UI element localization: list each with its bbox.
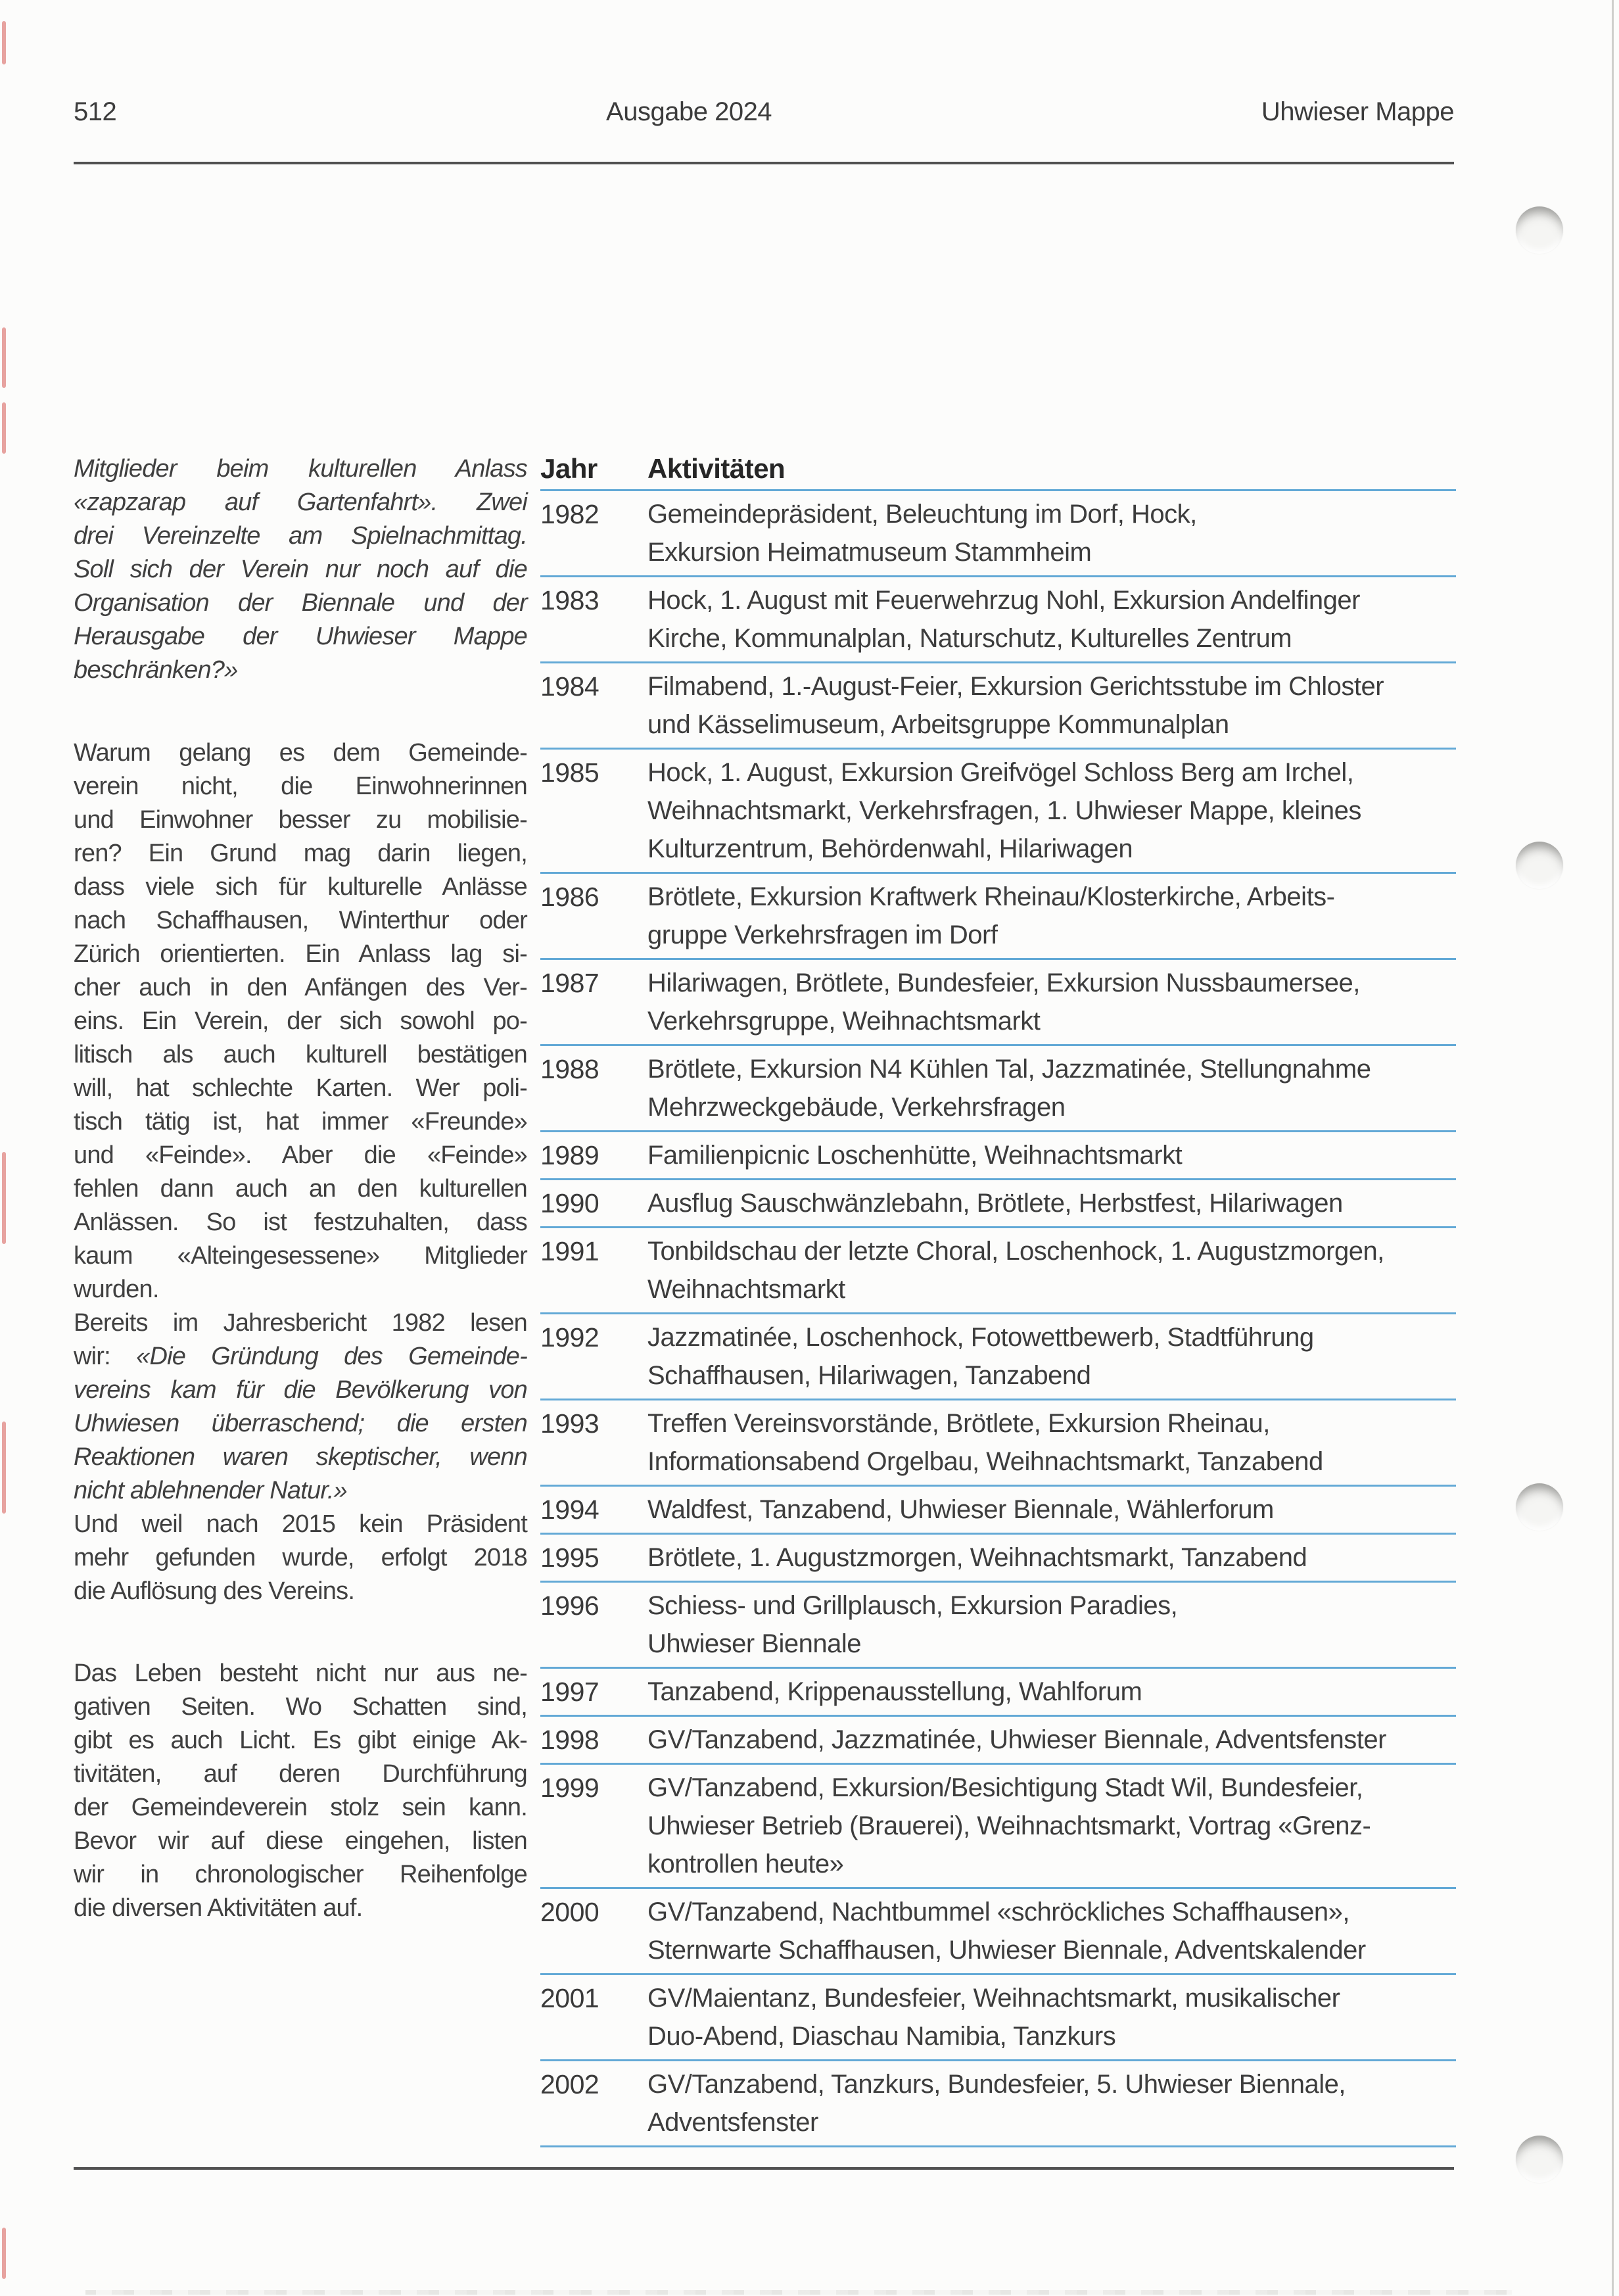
text-line: beschränken?» [74,656,238,684]
text-line: Warum gelang es dem Gemeinde- [74,739,527,767]
text-line: wurden. [74,1276,159,1303]
text-line: der Gemeindeverein stolz sein kann. [74,1794,527,1821]
activities-cell [647,1136,1456,1174]
text-line: Reaktionen waren skeptischer, wenn [74,1443,527,1471]
text-line: «zapzarap auf Gartenfahrt». Zwei [74,489,527,516]
activity-line: Familienpicnic Loschenhütte, Weihnachtsmarkt [647,1141,1183,1170]
activity-line: Exkursion Heimatmuseum Stammheim [647,538,1092,567]
leben-paragraph [74,1657,527,1925]
activities-cell [647,1232,1456,1308]
column-header-aktivitaeten: Aktivitäten [647,453,786,484]
table-row [540,960,1456,1046]
text-line: Herausgabe der Uhwieser Mappe [74,623,527,650]
table-row [540,1583,1456,1669]
activities-cell [647,1539,1456,1577]
activity-line: und Kässelimuseum, Arbeitsgruppe Kommunalplan [647,710,1229,739]
activity-line: GV/Tanzabend, Jazzmatinée, Uhwieser Biennale, Adventsfenster [647,1725,1386,1754]
text-line: Organisation der Biennale und der [74,589,527,617]
table-header-row [540,454,1456,491]
activity-line: GV/Tanzabend, Nachtbummel «schröckliches Schaffhausen», [647,1898,1349,1926]
year-cell: 1983 [540,585,599,615]
text-line: tisch tätig ist, hat immer «Freunde» [74,1108,527,1136]
year-cell: 1982 [540,499,599,529]
table-row [540,1132,1456,1180]
text-line: mehr gefunden wurde, erfolgt 2018 [74,1544,527,1571]
scan-artifact-red-mark [2,2228,6,2279]
year-cell: 1991 [540,1236,599,1266]
year-cell: 1999 [540,1773,599,1803]
scan-bottom-edge-noise [85,2290,1512,2295]
table-row [540,1046,1456,1132]
activity-line: GV/Maientanz, Bundesfeier, Weihnachtsmarkt, musikalischer [647,1984,1340,2013]
table-row [540,1487,1456,1535]
aufloesung-paragraph [74,1508,527,1608]
binder-hole-icon [1516,1483,1563,1531]
year-cell: 1996 [540,1590,599,1621]
text-line: nicht ablehnender Natur.» [74,1477,347,1504]
text-line: Uhwiesen überraschend; die ersten [74,1410,527,1437]
activities-cell [647,1318,1456,1395]
table-row [540,1889,1456,1975]
activity-line: gruppe Verkehrsfragen im Dorf [647,921,998,949]
activity-line: Schaffhausen, Hilariwagen, Tanzabend [647,1361,1091,1390]
activity-line: Kirche, Kommunalplan, Naturschutz, Kulturelles Zentrum [647,624,1292,653]
year-cell: 1993 [540,1408,599,1439]
main-paragraph-block [74,736,527,1608]
header-center-title: Ausgabe 2024 [606,97,772,126]
text-line: eins. Ein Verein, der sich sowohl po- [74,1007,527,1035]
activities-cell [647,667,1456,744]
activities-cell [647,1979,1456,2055]
activity-line: Weihnachtsmarkt, Verkehrsfragen, 1. Uhwieser Mappe, kleines [647,796,1361,825]
activity-line: Uhwieser Betrieb (Brauerei), Weihnachtsmarkt, Vortrag «Grenz- [647,1811,1371,1840]
text-line: Bereits im Jahresbericht 1982 lesen [74,1309,527,1337]
table-row [540,577,1456,663]
activity-line: Adventsfenster [647,2108,818,2137]
year-cell: 1998 [540,1725,599,1755]
table-row [540,750,1456,874]
text-line: ren? Ein Grund mag darin liegen, [74,840,527,867]
activities-table [540,454,1456,2147]
activity-line: Verkehrsgruppe, Weihnachtsmarkt [647,1007,1041,1036]
activity-line: Gemeindepräsident, Beleuchtung im Dorf, Hock, [647,500,1197,529]
text-line: wir in chronologischer Reihenfolge [74,1861,527,1888]
year-cell: 1988 [540,1054,599,1084]
column-header-jahr: Jahr [540,453,598,484]
warum-paragraph [74,736,527,1306]
table-row [540,874,1456,960]
activities-cell [647,1893,1456,1969]
activities-cell [647,1721,1456,1759]
text-line: Bevor wir auf diese eingehen, listen [74,1827,527,1855]
year-cell: 1984 [540,671,599,702]
table-row [540,1669,1456,1717]
text-line: Soll sich der Verein nur noch auf die [74,556,527,583]
table-row [540,1400,1456,1487]
activity-line: Duo-Abend, Diaschau Namibia, Tanzkurs [647,2022,1116,2051]
activity-line: Hock, 1. August, Exkursion Greifvögel Schloss Berg am Irchel, [647,758,1354,787]
footer-rule [74,2167,1454,2170]
activity-line: Hock, 1. August mit Feuerwehrzug Nohl, Exkursion Andelfinger [647,586,1360,615]
year-cell: 1985 [540,757,599,788]
text-line: und Einwohner besser zu mobilisie- [74,806,527,834]
text-line: vereins kam für die Bevölkerung von [74,1376,527,1404]
activity-line: GV/Tanzabend, Tanzkurs, Bundesfeier, 5. Uhwieser Biennale, [647,2070,1346,2099]
text-line: Das Leben besteht nicht nur aus ne- [74,1660,527,1687]
activity-line: Mehrzweckgebäude, Verkehrsfragen [647,1093,1066,1122]
scan-artifact-red-mark [2,327,6,388]
scan-artifact-red-mark [2,1422,6,1514]
table-row [540,1975,1456,2061]
year-cell: 1994 [540,1495,599,1525]
year-cell: 2000 [540,1897,599,1927]
text-line: und «Feinde». Aber die «Feinde» [74,1141,527,1169]
text-line: gibt es auch Licht. Es gibt einige Ak- [74,1727,527,1754]
activities-cell [647,878,1456,954]
activity-line: Schiess- und Grillplausch, Exkursion Paradies, [647,1591,1178,1620]
text-line: Anlässen. So ist festzuhalten, dass [74,1208,527,1236]
activity-line: Jazzmatinée, Loschenhock, Fotowettbewerb, Stadtführung [647,1323,1314,1352]
table-row [540,491,1456,577]
activity-line: Ausflug Sauschwänzlebahn, Brötlete, Herbstfest, Hilariwagen [647,1189,1343,1218]
activity-line: Waldfest, Tanzabend, Uhwieser Biennale, Wählerforum [647,1495,1274,1524]
table-body [540,491,1456,2147]
binder-hole-icon [1516,2136,1563,2183]
activity-line: Brötlete, Exkursion Kraftwerk Rheinau/Klosterkirche, Arbeits- [647,882,1335,911]
activities-cell [647,1673,1456,1711]
year-cell: 1987 [540,968,599,998]
activities-cell [647,1184,1456,1222]
mixed-style-line [74,1340,527,1374]
activity-line: Brötlete, 1. Augustzmorgen, Weihnachtsmarkt, Tanzabend [647,1543,1307,1572]
text-line: Zürich orientierten. Ein Anlass lag si- [74,940,527,968]
year-cell: 2001 [540,1983,599,2013]
scan-artifact-red-mark [2,21,6,64]
year-cell: 1989 [540,1140,599,1170]
header-rule [74,162,1454,164]
activity-line: GV/Tanzabend, Exkursion/Besichtigung Stadt Wil, Bundesfeier, [647,1773,1363,1802]
text-line: Und weil nach 2015 kein Präsident [74,1510,527,1538]
quote-opening: «Die Gründung des Gemeinde- [136,1343,527,1370]
table-row [540,1228,1456,1314]
table-row [540,1180,1456,1228]
year-cell: 1992 [540,1322,599,1352]
activities-cell [647,495,1456,571]
year-cell: 1997 [540,1677,599,1707]
text-line: will, hat schlechte Karten. Wer poli- [74,1074,527,1102]
activity-line: Tanzabend, Krippenausstellung, Wahlforum [647,1677,1142,1706]
activities-cell [647,753,1456,868]
table-row [540,2061,1456,2147]
activity-line: Uhwieser Biennale [647,1629,862,1658]
text-line: gativen Seiten. Wo Schatten sind, [74,1693,527,1721]
jahresbericht-quote [74,1374,527,1508]
activity-line: Brötlete, Exkursion N4 Kühlen Tal, Jazzmatinée, Stellungnahme [647,1055,1371,1084]
year-cell: 1986 [540,882,599,912]
scan-artifact-red-mark [2,1152,6,1244]
activities-cell [647,1769,1456,1883]
page-header [74,97,1454,127]
page-number: 512 [74,97,117,126]
table-row [540,1314,1456,1400]
table-row [540,663,1456,750]
text-line: die diversen Aktivitäten auf. [74,1894,363,1922]
year-cell: 1995 [540,1543,599,1573]
text-line: fehlen dann auch an den kulturellen [74,1175,527,1203]
activity-line: Tonbildschau der letzte Choral, Loschenhock, 1. Augustzmorgen, [647,1237,1384,1266]
body-text-column [74,452,527,1925]
text-line: die Auflösung des Vereins. [74,1577,355,1605]
text-line: litisch als auch kulturell bestätigen [74,1041,527,1068]
activities-cell [647,964,1456,1040]
text-line: verein nicht, die Einwohnerinnen [74,773,527,800]
activities-cell [647,581,1456,658]
text-line: tivitäten, auf deren Durchführung [74,1760,527,1788]
header-right-title: Uhwieser Mappe [1261,97,1454,126]
activities-cell [647,1491,1456,1529]
activity-line: Sternwarte Schaffhausen, Uhwieser Biennale, Adventskalender [647,1936,1366,1965]
activity-line: Weihnachtsmarkt [647,1275,845,1304]
activity-line: kontrollen heute» [647,1850,844,1878]
text-line: nach Schaffhausen, Winterthur oder [74,907,527,934]
activities-cell [647,1404,1456,1481]
text-line: kaum «Alteingesessene» Mitglieder [74,1242,527,1270]
activities-cell [647,1050,1456,1126]
activity-line: Informationsabend Orgelbau, Weihnachtsmarkt, Tanzabend [647,1447,1323,1476]
text-line: drei Vereinzelte am Spielnachmittag. [74,522,527,550]
activities-cell [647,1587,1456,1663]
binder-hole-icon [1516,842,1563,889]
table-row [540,1535,1456,1583]
activity-line: Filmabend, 1.-August-Feier, Exkursion Gerichtsstube im Chloster [647,672,1384,701]
table-row [540,1717,1456,1765]
activity-line: Treffen Vereinsvorstände, Brötlete, Exkursion Rheinau, [647,1409,1270,1438]
scan-page-edge [1612,0,1614,2296]
activity-line: Kulturzentrum, Behördenwahl, Hilariwagen [647,834,1133,863]
activities-cell [647,2065,1456,2141]
text-line: Mitglieder beim kulturellen Anlass [74,455,527,483]
table-row [540,1765,1456,1889]
binder-hole-icon [1516,206,1563,254]
year-cell: 2002 [540,2069,599,2099]
text-line: dass viele sich für kulturelle Anlässe [74,873,527,901]
text-line: cher auch in den Anfängen des Ver- [74,974,527,1001]
quote-lead-in: wir: [74,1343,137,1370]
scan-artifact-red-mark [2,402,6,454]
activity-line: Hilariwagen, Brötlete, Bundesfeier, Exkursion Nussbaumersee, [647,969,1360,997]
intro-italic-paragraph [74,452,527,687]
year-cell: 1990 [540,1188,599,1218]
